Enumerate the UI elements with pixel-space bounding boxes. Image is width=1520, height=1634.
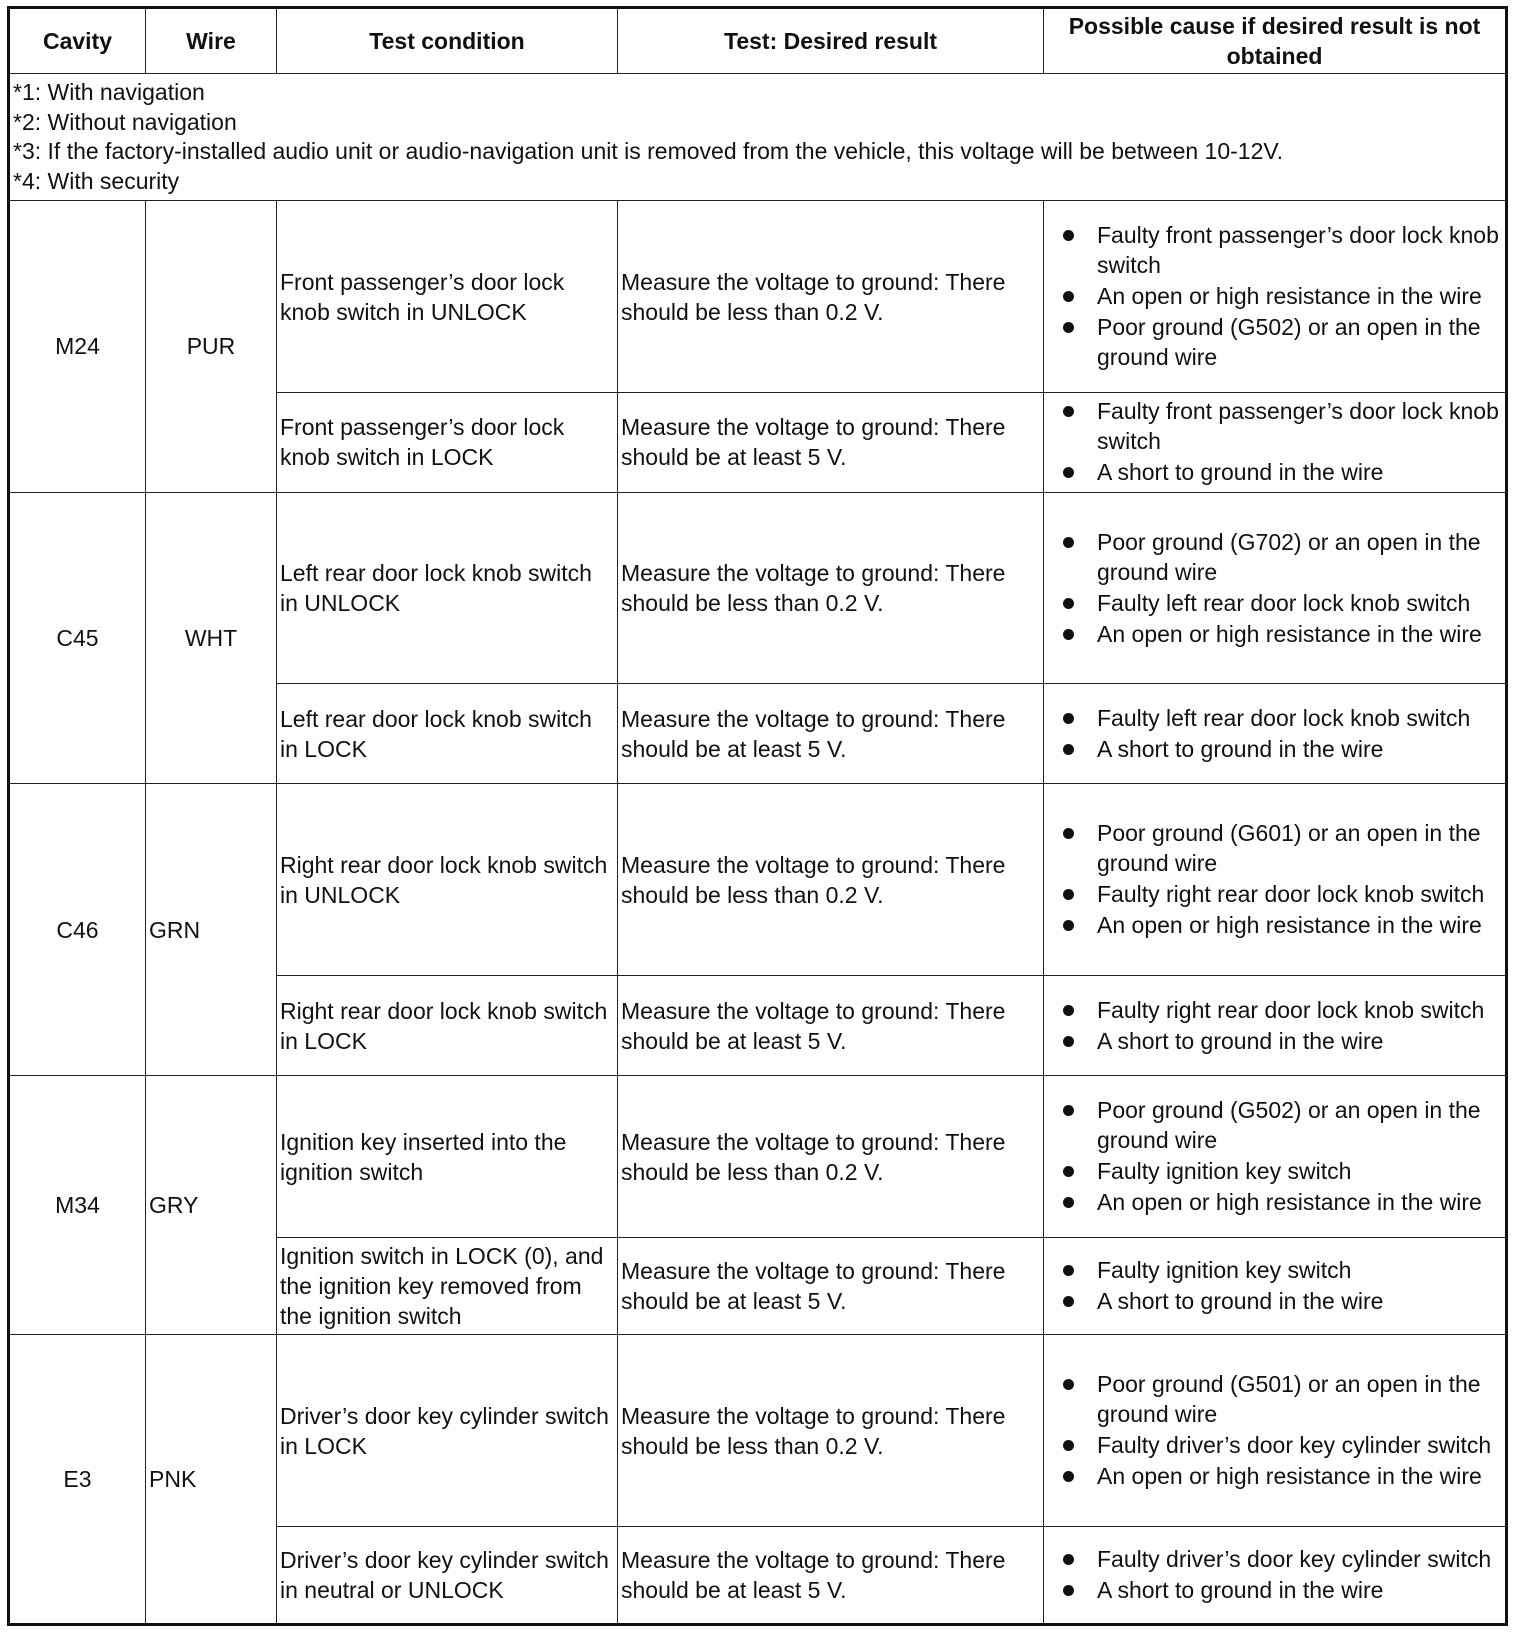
cause-list bbox=[1047, 396, 1502, 487]
cause-text: Poor ground (G702) or an open in the ground wire bbox=[1097, 528, 1481, 585]
cavity-cell: C45 bbox=[9, 492, 146, 784]
cause-text: A short to ground in the wire bbox=[1097, 459, 1384, 486]
cause-text: Faulty left rear door lock knob switch bbox=[1097, 704, 1471, 731]
condition-cell: Right rear door lock knob switch in UNLOCK bbox=[277, 784, 618, 976]
header-wire: Wire bbox=[146, 8, 277, 74]
bullet-icon bbox=[1063, 1471, 1074, 1482]
cause-text: A short to ground in the wire bbox=[1097, 1288, 1384, 1315]
wire-cell: GRY bbox=[146, 1075, 277, 1334]
cavity-cell: C46 bbox=[9, 784, 146, 1076]
condition-cell: Ignition switch in LOCK (0), and the ignition key removed from the ignition switch bbox=[277, 1238, 618, 1335]
header-test-condition: Test condition bbox=[277, 8, 618, 74]
list-item bbox=[1047, 1575, 1502, 1605]
cause-text: Faulty ignition key switch bbox=[1097, 1158, 1352, 1185]
cause-cell bbox=[1044, 684, 1507, 784]
cavity-cell: M24 bbox=[9, 201, 146, 493]
header-possible-cause: Possible cause if desired result is not obtained bbox=[1044, 8, 1507, 74]
list-item bbox=[1047, 910, 1502, 940]
bullet-icon bbox=[1063, 1005, 1074, 1016]
bullet-icon bbox=[1063, 1036, 1074, 1047]
table-row bbox=[9, 492, 1507, 684]
bullet-icon bbox=[1063, 1265, 1074, 1276]
result-cell: Measure the voltage to ground: There should be at least 5 V. bbox=[618, 1238, 1044, 1335]
condition-cell: Front passenger’s door lock knob switch in UNLOCK bbox=[277, 201, 618, 393]
header-cavity: Cavity bbox=[9, 8, 146, 74]
list-item bbox=[1047, 396, 1502, 456]
wire-cell: GRN bbox=[146, 784, 277, 1076]
result-cell: Measure the voltage to ground: There should be at least 5 V. bbox=[618, 976, 1044, 1076]
condition-cell: Driver’s door key cylinder switch in neutral or UNLOCK bbox=[277, 1527, 618, 1625]
cause-text: Poor ground (G601) or an open in the ground wire bbox=[1097, 820, 1481, 877]
list-item bbox=[1047, 734, 1502, 764]
bullet-icon bbox=[1063, 537, 1074, 548]
cause-text: Faulty front passenger’s door lock knob switch bbox=[1097, 222, 1499, 278]
notes-cell bbox=[9, 74, 1507, 201]
header-row bbox=[9, 8, 1507, 74]
bullet-icon bbox=[1063, 1296, 1074, 1307]
list-item bbox=[1047, 1544, 1502, 1574]
bullet-icon bbox=[1063, 828, 1074, 839]
list-item bbox=[1047, 879, 1502, 909]
cause-list bbox=[1047, 1544, 1502, 1605]
list-item bbox=[1047, 1156, 1502, 1186]
cause-list bbox=[1047, 220, 1502, 372]
condition-cell: Left rear door lock knob switch in LOCK bbox=[277, 684, 618, 784]
list-item bbox=[1047, 1286, 1502, 1316]
list-item bbox=[1047, 527, 1502, 587]
bullet-icon bbox=[1063, 291, 1074, 302]
bullet-icon bbox=[1063, 230, 1074, 241]
list-item bbox=[1047, 1187, 1502, 1217]
note-line: *3: If the factory-installed audio unit or audio-navigation unit is removed from the vehicle, this voltage will be between 10-12V. bbox=[13, 138, 1283, 165]
result-cell: Measure the voltage to ground: There should be at least 5 V. bbox=[618, 392, 1044, 492]
condition-cell: Left rear door lock knob switch in UNLOCK bbox=[277, 492, 618, 684]
list-item bbox=[1047, 703, 1502, 733]
notes-row bbox=[9, 74, 1507, 201]
result-cell: Measure the voltage to ground: There should be less than 0.2 V. bbox=[618, 201, 1044, 393]
cause-text: Faulty left rear door lock knob switch bbox=[1097, 589, 1471, 616]
cause-cell bbox=[1044, 1527, 1507, 1625]
cause-list bbox=[1047, 818, 1502, 940]
note-line: *2: Without navigation bbox=[13, 108, 237, 135]
bullet-icon bbox=[1063, 1554, 1074, 1565]
cause-text: Faulty ignition key switch bbox=[1097, 1257, 1352, 1284]
cause-text: Poor ground (G501) or an open in the ground wire bbox=[1097, 1371, 1481, 1428]
cause-text: A short to ground in the wire bbox=[1097, 1577, 1384, 1603]
cause-text: Faulty driver’s door key cylinder switch bbox=[1097, 1432, 1492, 1459]
bullet-icon bbox=[1063, 629, 1074, 640]
wire-cell: WHT bbox=[146, 492, 277, 784]
cause-list bbox=[1047, 703, 1502, 764]
bullet-icon bbox=[1063, 322, 1074, 333]
table-row bbox=[9, 1075, 1507, 1237]
bullet-icon bbox=[1063, 744, 1074, 755]
list-item bbox=[1047, 1369, 1502, 1429]
condition-cell: Front passenger’s door lock knob switch in LOCK bbox=[277, 392, 618, 492]
result-cell: Measure the voltage to ground: There should be less than 0.2 V. bbox=[618, 492, 1044, 684]
bullet-icon bbox=[1063, 920, 1074, 931]
note-line: *4: With security bbox=[13, 167, 180, 194]
list-item bbox=[1047, 457, 1502, 487]
list-item bbox=[1047, 1026, 1502, 1056]
list-item bbox=[1047, 588, 1502, 618]
list-item bbox=[1047, 1430, 1502, 1460]
cavity-cell: E3 bbox=[9, 1335, 146, 1625]
cause-text: Faulty driver’s door key cylinder switch bbox=[1097, 1546, 1492, 1572]
bullet-icon bbox=[1063, 713, 1074, 724]
result-cell: Measure the voltage to ground: There should be less than 0.2 V. bbox=[618, 1075, 1044, 1237]
cause-text: Faulty right rear door lock knob switch bbox=[1097, 996, 1485, 1023]
cause-list bbox=[1047, 1369, 1502, 1491]
cause-text: Faulty right rear door lock knob switch bbox=[1097, 881, 1485, 908]
bullet-icon bbox=[1063, 598, 1074, 609]
bullet-icon bbox=[1063, 1105, 1074, 1116]
connector-test-table bbox=[7, 6, 1508, 1626]
cause-text: A short to ground in the wire bbox=[1097, 735, 1384, 762]
bullet-icon bbox=[1063, 467, 1074, 478]
condition-cell: Driver’s door key cylinder switch in LOCK bbox=[277, 1335, 618, 1527]
list-item bbox=[1047, 1461, 1502, 1491]
cause-list bbox=[1047, 995, 1502, 1056]
bullet-icon bbox=[1063, 1166, 1074, 1177]
bullet-icon bbox=[1063, 1585, 1074, 1596]
bullet-icon bbox=[1063, 406, 1074, 417]
cause-text: An open or high resistance in the wire bbox=[1097, 1463, 1482, 1490]
cause-cell bbox=[1044, 201, 1507, 393]
result-cell: Measure the voltage to ground: There should be at least 5 V. bbox=[618, 684, 1044, 784]
cause-text: Poor ground (G502) or an open in the ground wire bbox=[1097, 1097, 1481, 1154]
header-desired-result: Test: Desired result bbox=[618, 8, 1044, 74]
cause-list bbox=[1047, 1255, 1502, 1316]
cause-cell bbox=[1044, 492, 1507, 684]
cause-text: An open or high resistance in the wire bbox=[1097, 1189, 1482, 1216]
cause-text: A short to ground in the wire bbox=[1097, 1027, 1384, 1054]
cause-cell bbox=[1044, 976, 1507, 1076]
list-item bbox=[1047, 995, 1502, 1025]
cause-text: Faulty front passenger’s door lock knob switch bbox=[1097, 398, 1499, 455]
list-item bbox=[1047, 312, 1502, 372]
list-item bbox=[1047, 220, 1502, 280]
cause-text: An open or high resistance in the wire bbox=[1097, 912, 1482, 939]
cause-cell bbox=[1044, 784, 1507, 976]
list-item bbox=[1047, 281, 1502, 311]
cause-cell bbox=[1044, 392, 1507, 492]
table-row bbox=[9, 784, 1507, 976]
condition-cell: Ignition key inserted into the ignition switch bbox=[277, 1075, 618, 1237]
bullet-icon bbox=[1063, 889, 1074, 900]
cause-text: Poor ground (G502) or an open in the ground wire bbox=[1097, 314, 1481, 370]
wire-cell: PUR bbox=[146, 201, 277, 493]
result-cell: Measure the voltage to ground: There should be at least 5 V. bbox=[618, 1527, 1044, 1625]
cause-cell bbox=[1044, 1238, 1507, 1335]
cause-cell bbox=[1044, 1075, 1507, 1237]
note-line: *1: With navigation bbox=[13, 79, 205, 106]
bullet-icon bbox=[1063, 1197, 1074, 1208]
result-cell: Measure the voltage to ground: There should be less than 0.2 V. bbox=[618, 1335, 1044, 1527]
cause-text: An open or high resistance in the wire bbox=[1097, 283, 1482, 309]
cause-list bbox=[1047, 527, 1502, 649]
cause-list bbox=[1047, 1095, 1502, 1217]
condition-cell: Right rear door lock knob switch in LOCK bbox=[277, 976, 618, 1076]
list-item bbox=[1047, 1255, 1502, 1285]
list-item bbox=[1047, 1095, 1502, 1155]
table-row bbox=[9, 1335, 1507, 1527]
list-item bbox=[1047, 818, 1502, 878]
table-row bbox=[9, 201, 1507, 393]
cause-cell bbox=[1044, 1335, 1507, 1527]
cavity-cell: M34 bbox=[9, 1075, 146, 1334]
list-item bbox=[1047, 619, 1502, 649]
cause-text: An open or high resistance in the wire bbox=[1097, 620, 1482, 647]
bullet-icon bbox=[1063, 1379, 1074, 1390]
wire-cell: PNK bbox=[146, 1335, 277, 1625]
bullet-icon bbox=[1063, 1440, 1074, 1451]
result-cell: Measure the voltage to ground: There should be less than 0.2 V. bbox=[618, 784, 1044, 976]
